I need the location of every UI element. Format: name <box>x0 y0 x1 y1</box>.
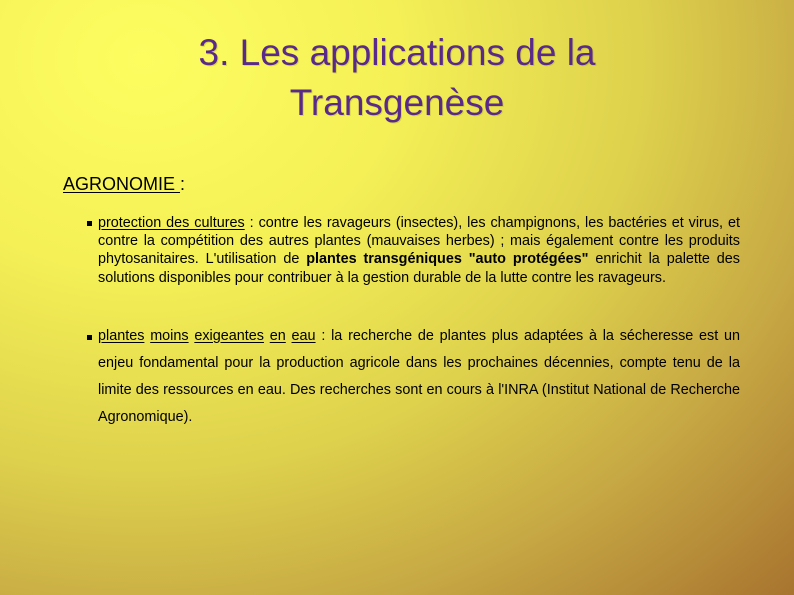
slide-title-line-1: 3. Les applications de la <box>198 32 596 73</box>
bullet-term-separator: : <box>315 327 332 344</box>
bullet-item-protection <box>74 214 740 287</box>
bullet-text: la recherche de plantes plus adaptées à la sécheresse est un enjeu fondamental pour la production agricole dans les prochaines décennies, compte tenu de la limite des ressources en eau. Des recherches sont en cours à l'INRA (Institut National de Recherche Agronomique). <box>98 327 741 425</box>
bullet-term-word: en <box>269 327 286 344</box>
bullet-term-word: eau <box>291 327 316 344</box>
bullet-term-word: moins <box>150 327 189 344</box>
bullet-bold-phrase: plantes transgéniques "auto protégées" <box>306 251 589 268</box>
section-heading-label: AGRONOMIE <box>63 174 181 194</box>
bullet-term: protection des cultures <box>98 215 245 231</box>
bullet-term-word: plantes <box>98 327 145 344</box>
bullet-term-word: exigeantes <box>194 327 264 344</box>
bullet-item-water <box>74 323 740 431</box>
bullet-square-icon <box>87 335 92 340</box>
bullet-list <box>74 214 740 431</box>
bullet-text-end: enrichit la palette des solutions disponibles pour contribuer à la gestion durable de la lutte contre les ravageurs. <box>98 251 740 286</box>
slide-title <box>0 28 794 128</box>
bullet-term-separator: : <box>244 215 254 231</box>
slide-title-line-2: Transgenèse <box>289 82 505 123</box>
section-heading <box>63 173 185 195</box>
bullet-text: contre les ravageurs (insectes), les champignons, les bactéries et virus, et contre la compétition des autres plantes (mauvaises herbes) ; mais également contre les produits phytosanitaires. L'utilisation de <box>98 215 740 268</box>
bullet-square-icon <box>87 221 92 226</box>
section-heading-colon: : <box>180 174 186 194</box>
